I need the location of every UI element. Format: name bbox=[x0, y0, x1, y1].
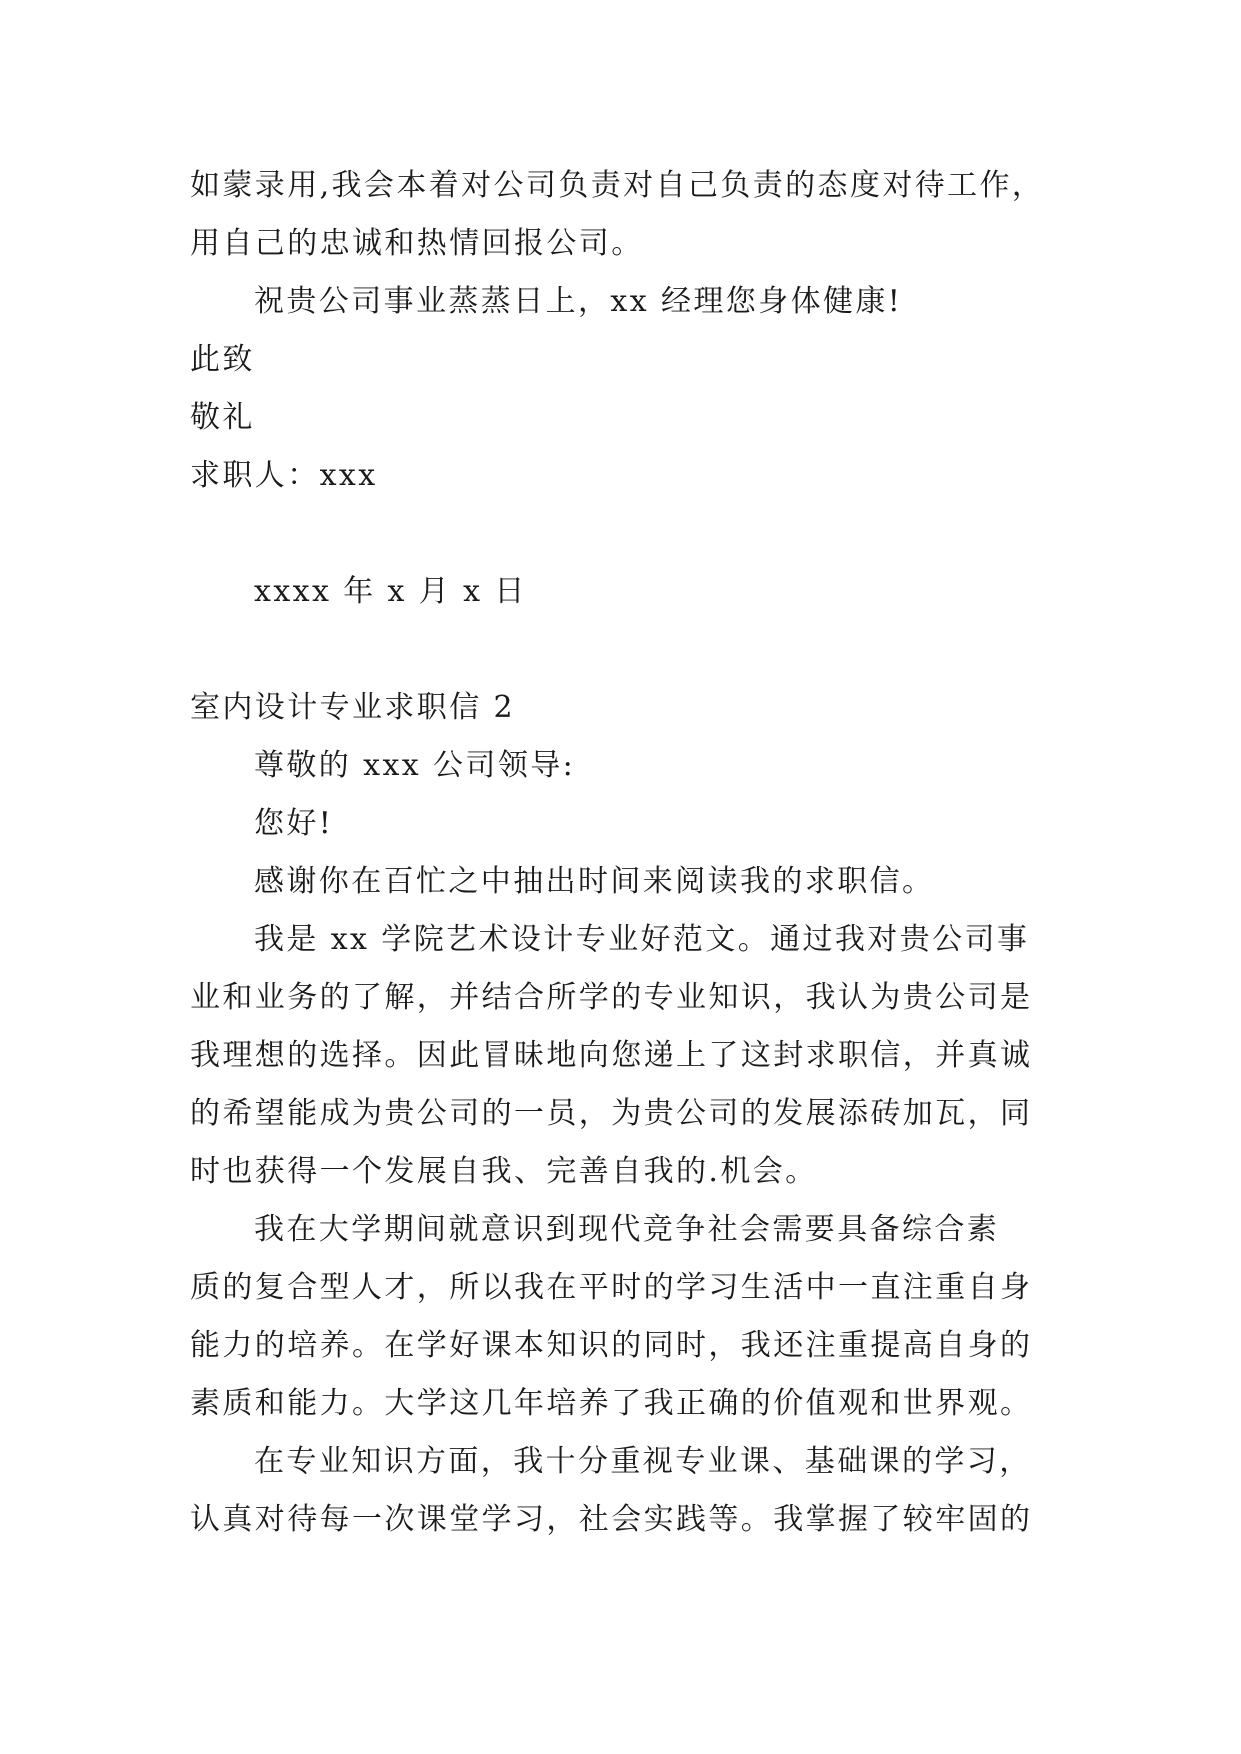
signature: 求职人：xxx bbox=[190, 458, 378, 493]
paragraph-line: 我理想的选择。因此冒昧地向您递上了这封求职信，并真诚 bbox=[190, 1038, 1033, 1073]
paragraph-line: 时也获得一个发展自我、完善自我的.机会。 bbox=[190, 1154, 818, 1189]
closing-phrase-1: 此致 bbox=[190, 342, 255, 377]
letter-date: xxxx 年 x 月 x 日 bbox=[254, 574, 527, 609]
salutation: 尊敬的 xxx 公司领导: bbox=[254, 748, 576, 783]
paragraph-line: 我是 xx 学院艺术设计专业好范文。通过我对贵公司事 bbox=[254, 922, 1030, 957]
body-text-line: 用自己的忠诚和热情回报公司。 bbox=[190, 226, 644, 261]
paragraph-line: 素质和能力。大学这几年培养了我正确的价值观和世界观。 bbox=[190, 1386, 1033, 1421]
paragraph-line: 认真对待每一次课堂学习，社会实践等。我掌握了较牢固的 bbox=[190, 1502, 1033, 1537]
closing-phrase-2: 敬礼 bbox=[190, 400, 255, 435]
paragraph-line: 在专业知识方面，我十分重视专业课、基础课的学习， bbox=[254, 1444, 1032, 1479]
greeting: 您好! bbox=[254, 806, 334, 841]
paragraph-line: 我在大学期间就意识到现代竞争社会需要具备综合素 bbox=[254, 1212, 1000, 1247]
body-text-line: 如蒙录用,我会本着对公司负责对自己负责的态度对待工作， bbox=[190, 168, 1045, 203]
thanks-line: 感谢你在百忙之中抽出时间来阅读我的求职信。 bbox=[254, 864, 935, 899]
paragraph-line: 能力的培养。在学好课本知识的同时，我还注重提高自身的 bbox=[190, 1328, 1033, 1363]
section-title: 室内设计专业求职信 2 bbox=[190, 690, 516, 725]
closing-wish: 祝贵公司事业蒸蒸日上，xx 经理您身体健康! bbox=[254, 284, 903, 319]
paragraph-line: 的希望能成为贵公司的一员，为贵公司的发展添砖加瓦，同 bbox=[190, 1096, 1033, 1131]
paragraph-line: 质的复合型人才，所以我在平时的学习生活中一直注重自身 bbox=[190, 1270, 1033, 1305]
paragraph-line: 业和业务的了解，并结合所学的专业知识，我认为贵公司是 bbox=[190, 980, 1033, 1015]
